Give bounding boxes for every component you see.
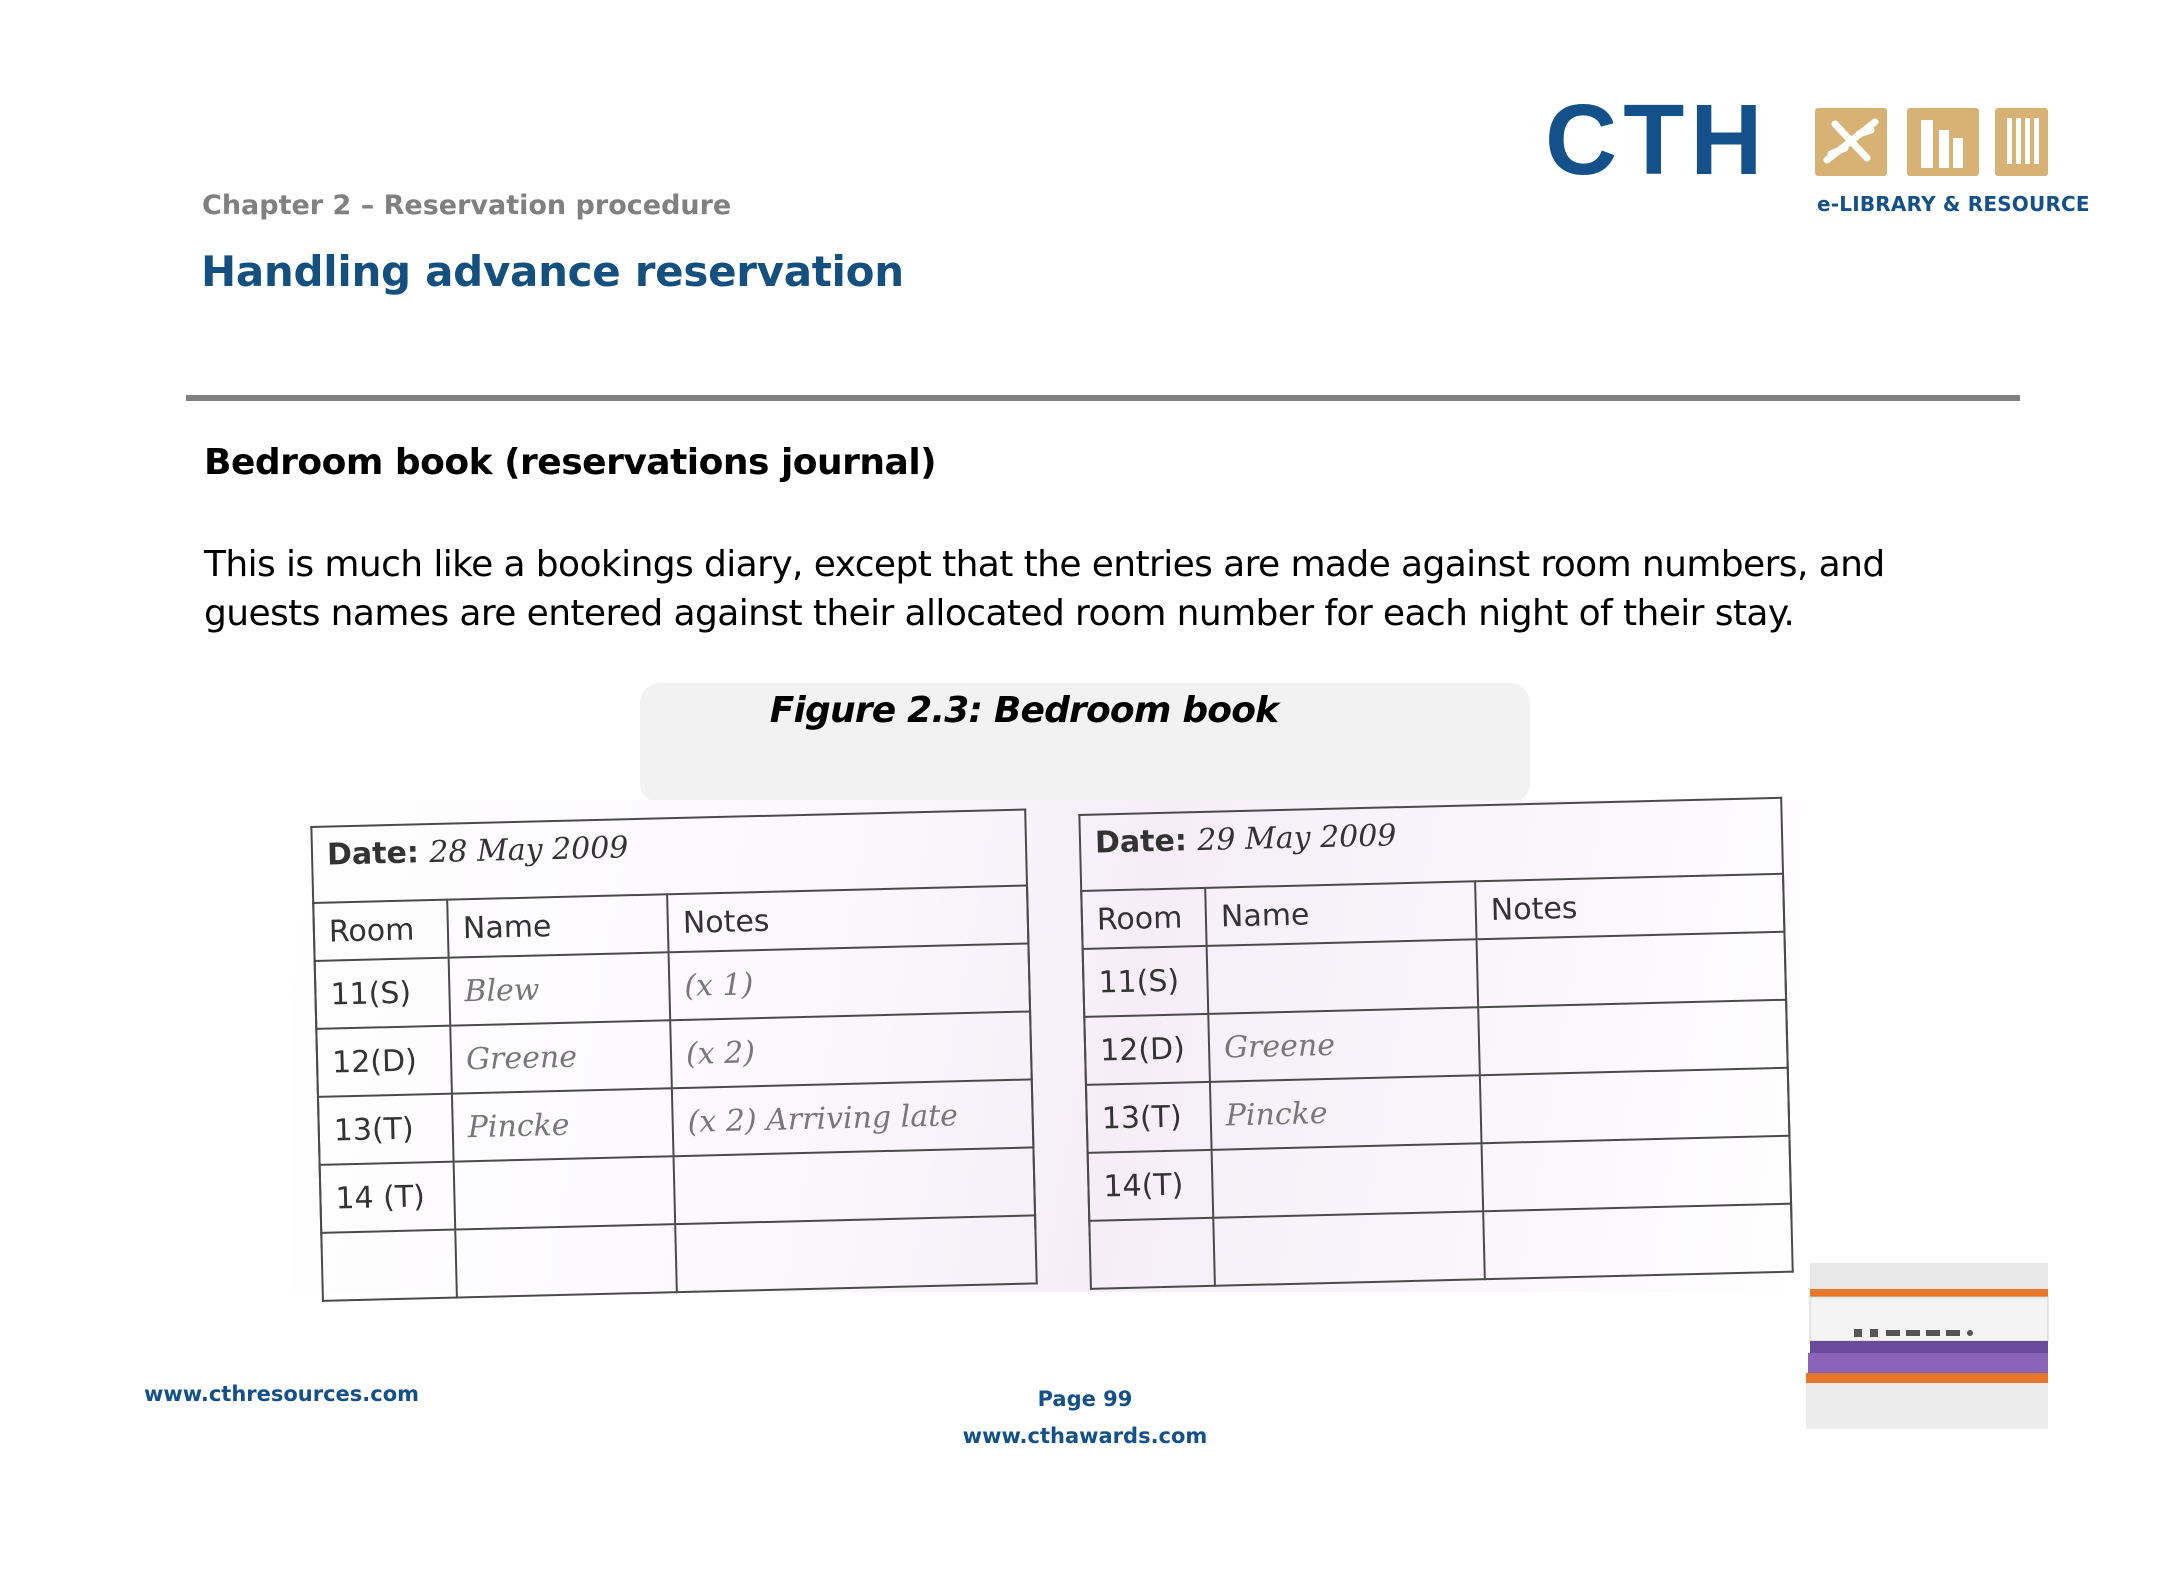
guest-name-cell: Pincke xyxy=(1210,1075,1482,1150)
footer-resources-link[interactable]: www.cthresources.com xyxy=(144,1382,420,1406)
guest-name-cell: Greene xyxy=(1208,1007,1480,1082)
books-icon xyxy=(1995,108,2048,176)
column-header: Name xyxy=(1205,881,1476,946)
notes-cell xyxy=(1480,1068,1790,1144)
page-number: Page 99 xyxy=(1037,1387,1133,1411)
journal-page-29-may xyxy=(1078,782,1810,1299)
footer-awards-link[interactable]: www.cthawards.com xyxy=(962,1424,1208,1448)
journal-page-28-may xyxy=(310,794,1042,1311)
room-cell: 13(T) xyxy=(1086,1082,1212,1153)
guest-name-cell xyxy=(455,1224,677,1297)
book-stack-illustration xyxy=(1804,1263,2048,1431)
room-cell: 12(D) xyxy=(1084,1014,1210,1085)
airplane-icon xyxy=(1815,108,1887,176)
room-cell: 11(S) xyxy=(315,958,451,1029)
room-cell: 14 (T) xyxy=(320,1162,456,1233)
chapter-label: Chapter 2 – Reservation procedure xyxy=(202,190,732,221)
journal-table xyxy=(1080,873,1794,1290)
bedroom-book-photo xyxy=(290,800,1800,1292)
guest-name-cell xyxy=(1212,1143,1484,1218)
guest-name-cell xyxy=(1213,1211,1485,1286)
column-header: Room xyxy=(1081,888,1206,949)
notes-cell xyxy=(1482,1136,1792,1212)
date-value: 28 May 2009 xyxy=(428,830,629,871)
guest-name-cell: Pincke xyxy=(452,1088,674,1161)
date-label: Date: xyxy=(326,835,420,873)
guest-name-cell xyxy=(1207,939,1479,1014)
date-value: 29 May 2009 xyxy=(1196,818,1397,859)
journal-date xyxy=(1095,818,1397,860)
journal-date xyxy=(327,830,629,872)
page-title: Handling advance reservation xyxy=(201,247,904,296)
column-header: Name xyxy=(447,894,668,957)
header-divider xyxy=(186,395,2020,401)
notes-cell xyxy=(1477,932,1787,1008)
guest-name-cell: Blew xyxy=(449,952,671,1025)
column-header: Notes xyxy=(1475,874,1784,940)
column-header: Notes xyxy=(667,886,1028,953)
room-cell: 14(T) xyxy=(1088,1150,1214,1221)
date-label: Date: xyxy=(1094,823,1188,861)
notes-cell xyxy=(1478,1000,1788,1076)
building-icon xyxy=(1907,108,1979,176)
notes-cell: (x 2) Arriving late xyxy=(672,1079,1034,1156)
room-cell xyxy=(321,1230,457,1301)
cth-logo xyxy=(1545,84,2090,220)
logo-subtitle: e-LIBRARY & RESOURCE xyxy=(1817,192,2090,216)
room-cell: 11(S) xyxy=(1083,946,1209,1017)
logo-wordmark: CTH xyxy=(1545,84,1769,196)
section-heading: Bedroom book (reservations journal) xyxy=(204,442,937,483)
notes-cell: (x 1) xyxy=(669,943,1031,1020)
guest-name-cell xyxy=(454,1156,676,1229)
room-cell xyxy=(1089,1218,1215,1289)
room-cell: 13(T) xyxy=(318,1094,454,1165)
journal-table xyxy=(312,884,1038,1301)
body-paragraph: This is much like a bookings diary, except that the entries are made against room numbers, and guests names are entered against their allocated room number for each night of their stay. xyxy=(204,544,1885,634)
notes-cell xyxy=(675,1215,1037,1292)
room-cell: 12(D) xyxy=(316,1026,452,1097)
notes-cell xyxy=(1483,1204,1793,1280)
notes-cell xyxy=(674,1147,1036,1224)
guest-name-cell: Greene xyxy=(450,1020,672,1093)
figure-caption: Figure 2.3: Bedroom book xyxy=(769,690,1279,731)
column-header: Room xyxy=(313,900,448,961)
notes-cell: (x 2) xyxy=(670,1011,1032,1088)
